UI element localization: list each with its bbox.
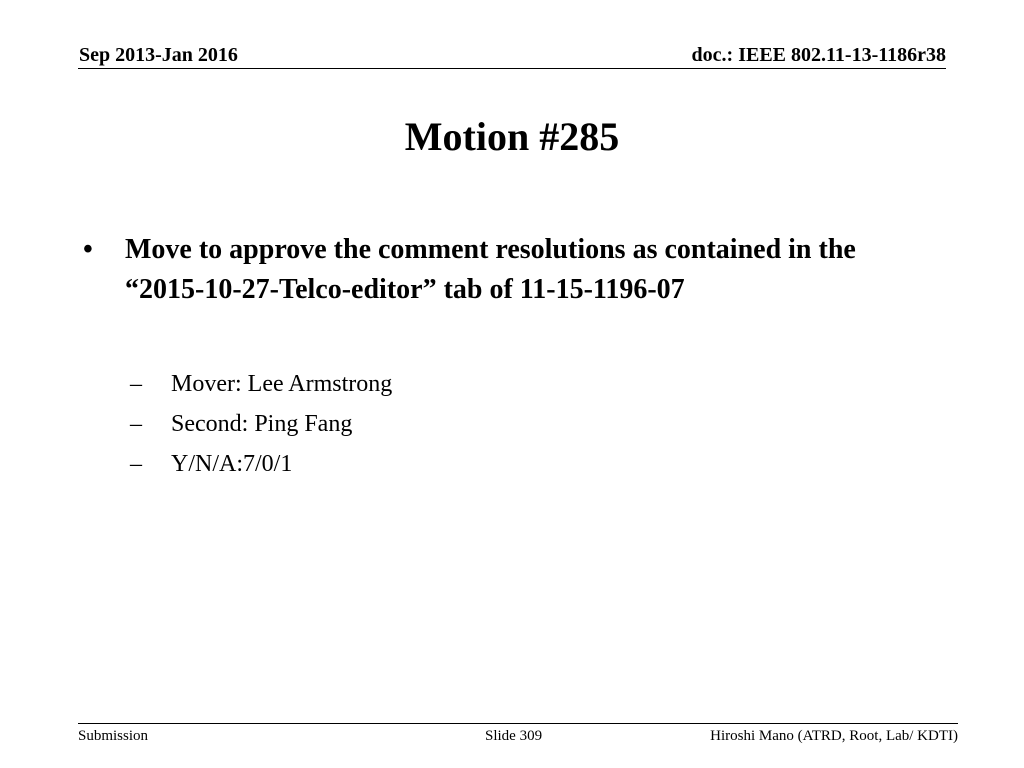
- footer-divider: [78, 723, 958, 724]
- motion-details-list: [130, 367, 830, 487]
- dash-icon: –: [130, 451, 142, 477]
- header-date-range: Sep 2013-Jan 2016: [79, 44, 238, 66]
- footer-submission: Submission: [78, 728, 149, 744]
- list-item-vote: [130, 447, 830, 487]
- header-divider: [78, 68, 946, 69]
- second-text: Second: Ping Fang: [171, 411, 353, 437]
- dash-icon: –: [130, 411, 142, 437]
- vote-result-text: Y/N/A:7/0/1: [171, 451, 293, 477]
- header-doc-id: doc.: IEEE 802.11-13-1186r38: [691, 44, 946, 66]
- mover-text: Mover: Lee Armstrong: [171, 371, 393, 397]
- motion-text: Move to approve the comment resolutions as contained in the “2015-10-27-Telco-editor” tab of 11-15-1196-07: [125, 234, 856, 305]
- list-item-mover: [130, 367, 830, 407]
- footer-author: Hiroshi Mano (ATRD, Root, Lab/ KDTI): [710, 728, 958, 744]
- slide-title: Motion #285: [404, 114, 620, 159]
- footer-slide-number: Slide 309: [485, 728, 543, 744]
- list-item-second: [130, 407, 830, 447]
- dash-icon: –: [130, 371, 142, 397]
- bullet-dot-icon: •: [83, 234, 93, 265]
